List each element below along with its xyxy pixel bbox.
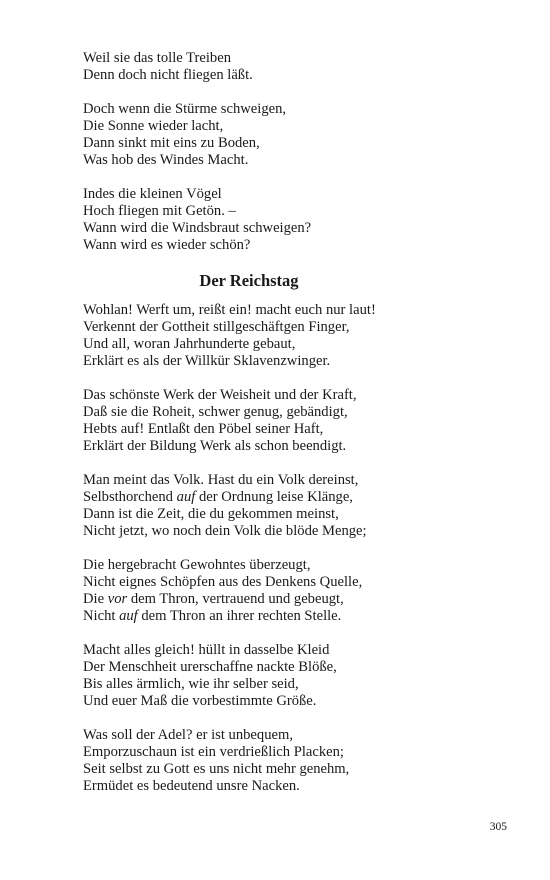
- verse-line: Wann wird es wieder schön?: [83, 237, 251, 253]
- verse-line: Dann ist die Zeit, die du gekommen meinst,: [83, 506, 339, 522]
- verse-line: Dann sinkt mit eins zu Boden,: [83, 135, 260, 151]
- verse-line: Hoch fliegen mit Getön. –: [83, 203, 236, 219]
- verse-line: Doch wenn die Stürme schweigen,: [83, 101, 287, 117]
- verse-line: Nicht eignes Schöpfen aus des Denkens Quelle,: [83, 574, 363, 590]
- stanza: [83, 727, 513, 795]
- verse-line: Nicht auf dem Thron an ihrer rechten Stelle.: [83, 608, 342, 624]
- verse-line: Wohlan! Werft um, reißt ein! macht euch nur laut!: [83, 302, 376, 318]
- verse-line: Denn doch nicht fliegen läßt.: [83, 67, 253, 83]
- stanza: [83, 557, 513, 625]
- verse-line: Erklärt der Bildung Werk als schon beendigt.: [83, 438, 347, 454]
- page-number: 305: [489, 821, 507, 833]
- verse-line: Verkennt der Gottheit stillgeschäftgen Finger,: [83, 319, 350, 335]
- verse-line: Die hergebracht Gewohntes überzeugt,: [83, 557, 311, 573]
- stanza: [83, 387, 513, 455]
- emphasized-word: auf: [176, 489, 196, 505]
- verse-line: Bis alles ärmlich, wie ihr selber seid,: [83, 676, 299, 692]
- verse-line: Emporzuschaun ist ein verdrießlich Placken;: [83, 744, 344, 760]
- verse-line: Wann wird die Windsbraut schweigen?: [83, 220, 312, 236]
- verse-line: Das schönste Werk der Weisheit und der Kraft,: [83, 387, 357, 403]
- verse-line: Macht alles gleich! hüllt in dasselbe Kleid: [83, 642, 330, 658]
- verse-line: Ermüdet es bedeutend unsre Nacken.: [83, 778, 300, 794]
- verse-line: Hebts auf! Entlaßt den Pöbel seiner Haft,: [83, 421, 324, 437]
- stanza: [83, 50, 513, 84]
- stanza: [83, 472, 513, 540]
- verse-line: Und euer Maß die vorbestimmte Größe.: [83, 693, 317, 709]
- verse-line: Selbsthorchend auf der Ordnung leise Klänge,: [83, 489, 353, 505]
- page-text: [83, 50, 513, 812]
- continued-poem: [83, 50, 513, 254]
- verse-line: Weil sie das tolle Treiben: [83, 50, 231, 66]
- verse-line: Die Sonne wieder lacht,: [83, 118, 224, 134]
- verse-line: Man meint das Volk. Hast du ein Volk dereinst,: [83, 472, 359, 488]
- verse-line: Seit selbst zu Gott es uns nicht mehr genehm,: [83, 761, 350, 777]
- verse-line: Nicht jetzt, wo noch dein Volk die blöde Menge;: [83, 523, 367, 539]
- emphasized-word: vor: [107, 591, 128, 607]
- verse-line: Die vor dem Thron, vertrauend und gebeugt,: [83, 591, 344, 607]
- verse-line: Der Menschheit urerschaffne nackte Blöße,: [83, 659, 337, 675]
- verse-line: Daß sie die Roheit, schwer genug, gebändigt,: [83, 404, 348, 420]
- verse-line: Indes die kleinen Vögel: [83, 186, 222, 202]
- emphasized-word: auf: [119, 608, 138, 624]
- stanza: [83, 101, 513, 169]
- poem-body: [83, 302, 513, 795]
- verse-line: Was soll der Adel? er ist unbequem,: [83, 727, 293, 743]
- stanza: [83, 642, 513, 710]
- poem-title: Der Reichstag: [199, 271, 299, 290]
- stanza: [83, 186, 513, 254]
- verse-line: Was hob des Windes Macht.: [83, 152, 249, 168]
- stanza: [83, 302, 513, 370]
- verse-line: Und all, woran Jahrhunderte gebaut,: [83, 336, 296, 352]
- verse-line: Erklärt es als der Willkür Sklavenzwinger.: [83, 353, 331, 369]
